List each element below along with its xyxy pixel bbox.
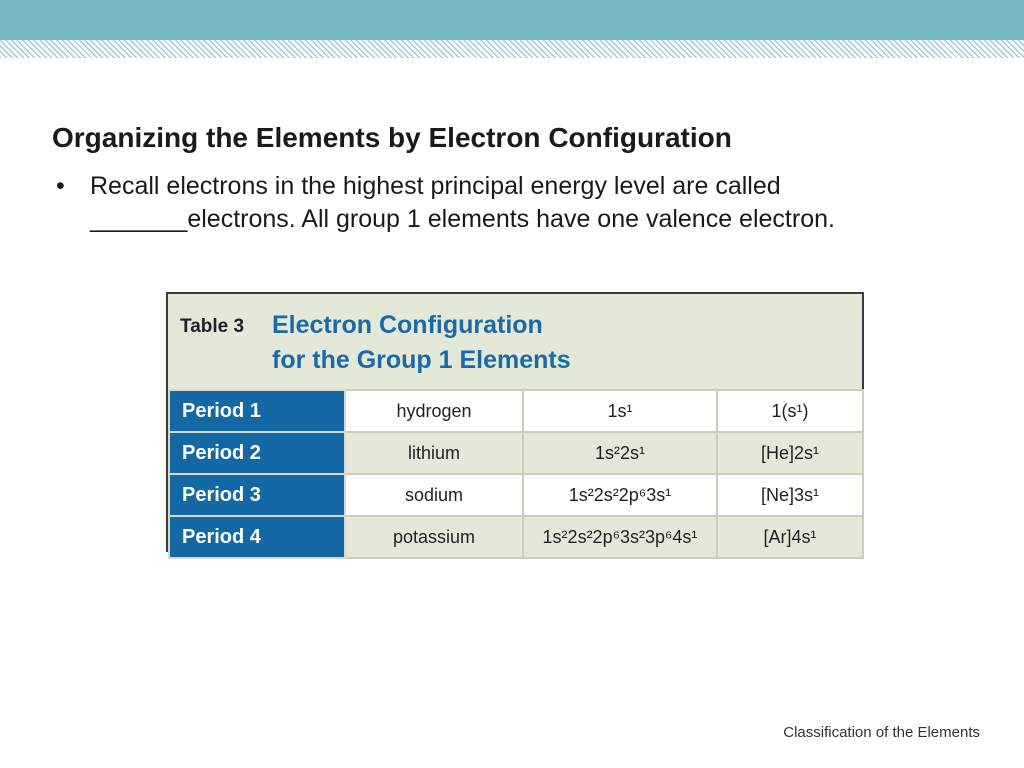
table-row: [169, 390, 863, 432]
period-cell: Period 2: [169, 432, 345, 474]
period-cell: Period 3: [169, 474, 345, 516]
table-caption-line-2: for the Group 1 Elements: [272, 346, 571, 374]
element-cell: potassium: [345, 516, 523, 558]
bullet-text: Recall electrons in the highest principal energy level are called _______electrons. All group 1 elements have one valence electron.: [90, 172, 835, 233]
element-cell: lithium: [345, 432, 523, 474]
table-row: [169, 432, 863, 474]
table-caption-line-1: Electron Configuration: [272, 311, 543, 339]
element-cell: hydrogen: [345, 390, 523, 432]
short-configuration-cell: [He]2s¹: [717, 432, 863, 474]
period-cell: Period 1: [169, 390, 345, 432]
element-cell: sodium: [345, 474, 523, 516]
period-cell: Period 4: [169, 516, 345, 558]
table-caption: [272, 308, 571, 378]
table-header: [168, 294, 862, 389]
short-configuration-cell: [Ne]3s¹: [717, 474, 863, 516]
configuration-cell: 1s²2s²2p⁶3s¹: [523, 474, 717, 516]
hatched-accent-band: [0, 40, 1024, 58]
short-configuration-cell: [Ar]4s¹: [717, 516, 863, 558]
slide-title: Organizing the Elements by Electron Configuration: [52, 122, 732, 153]
top-accent-band: [0, 0, 1024, 40]
configuration-grid: [168, 389, 864, 559]
table-row: [169, 516, 863, 558]
configuration-cell: 1s²2s¹: [523, 432, 717, 474]
short-configuration-cell: 1(s¹): [717, 390, 863, 432]
bullet-marker: •: [56, 172, 65, 200]
slide-footer: Classification of the Elements: [783, 724, 980, 741]
table-label: Table 3: [180, 316, 245, 337]
configuration-cell: 1s¹: [523, 390, 717, 432]
table-row: [169, 474, 863, 516]
configuration-cell: 1s²2s²2p⁶3s²3p⁶4s¹: [523, 516, 717, 558]
electron-configuration-table: [166, 292, 864, 552]
